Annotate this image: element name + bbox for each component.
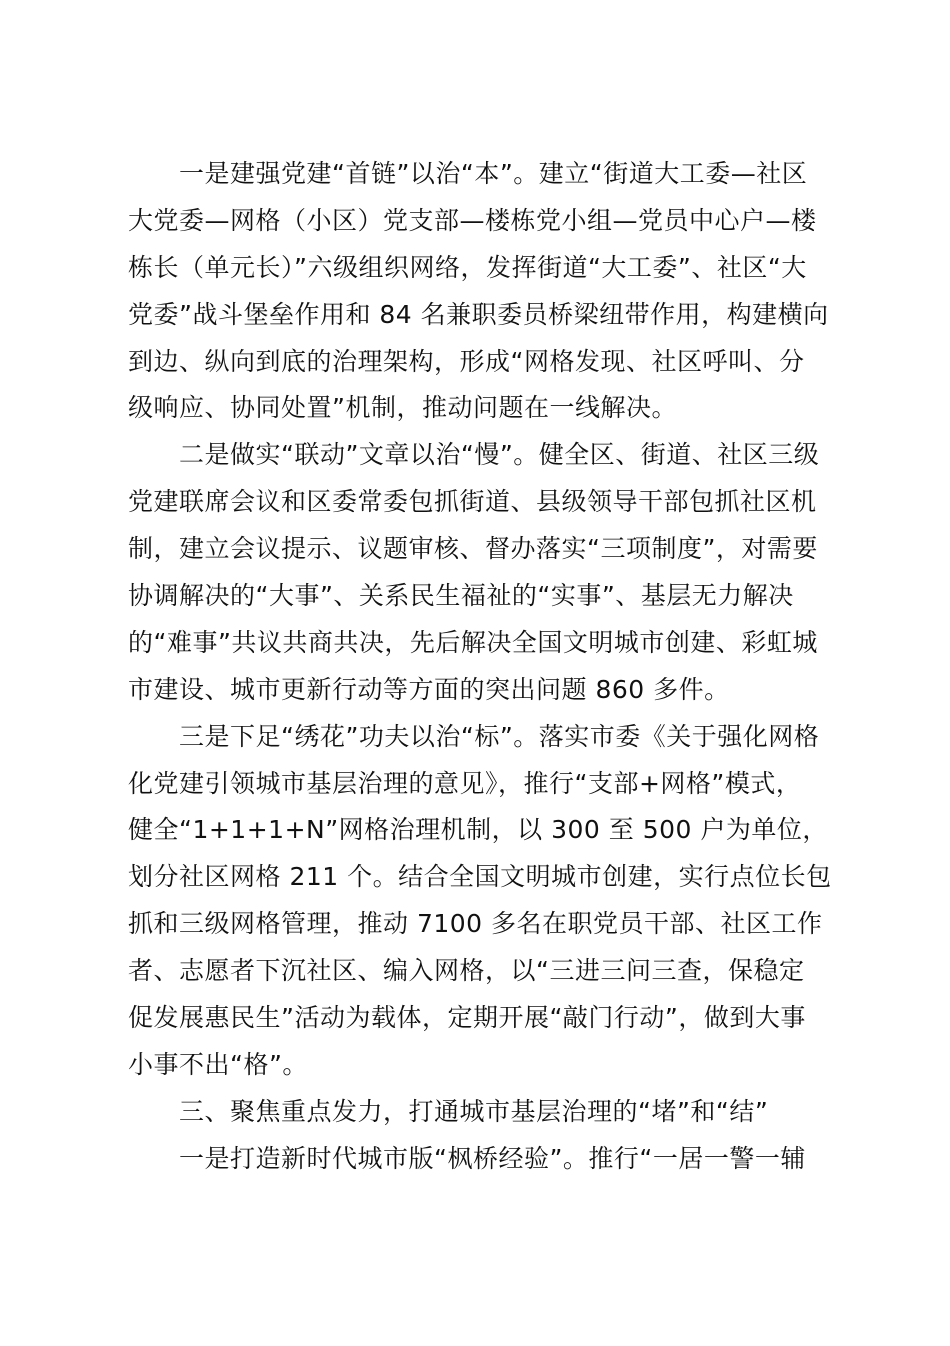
paragraph-1-line-6: 级响应、协同处置”机制，推动问题在一线解决。: [128, 393, 677, 423]
paragraph-2-line-6: 市建设、城市更新行动等方面的突出问题 860 多件。: [128, 674, 730, 704]
paragraph-3-line-3: 健全“1+1+1+N”网格治理机制，以 300 至 500 户为单位，: [128, 815, 828, 845]
paragraph-1-line-2: 大党委—网格（小区）党支部—楼栋党小组—党员中心户—楼: [128, 205, 817, 235]
paragraph-3-line-6: 者、志愿者下沉社区、编入网格，以“三进三问三查，保稳定: [128, 956, 805, 986]
paragraph-3-line-1: 三是下足“绣花”功夫以治“标”。落实市委《关于强化网格: [179, 721, 820, 751]
paragraph-3-line-2: 化党建引领城市基层治理的意见》，推行“支部+网格”模式，: [128, 768, 802, 798]
paragraph-1-line-1: 一是建强党建“首链”以治“本”。建立“街道大工委—社区: [179, 159, 808, 188]
paragraph-3-line-7: 促发展惠民生”活动为载体，定期开展“敲门行动”，做到大事: [128, 1003, 806, 1033]
paragraph-1-line-3: 栋长（单元长）”六级组织网络，发挥街道“大工委”、社区“大: [128, 252, 807, 282]
paragraph-3-line-4: 划分社区网格 211 个。结合全国文明城市创建，实行点位长包: [128, 862, 832, 892]
paragraph-2-line-2: 党建联席会议和区委常委包抓街道、县级领导干部包抓社区机: [128, 487, 817, 517]
paragraph-3-line-8: 小事不出“格”。: [128, 1049, 308, 1079]
paragraph-2-line-1: 二是做实“联动”文章以治“慢”。健全区、街道、社区三级: [179, 440, 820, 470]
paragraph-4-line-1: 一是打造新时代城市版“枫桥经验”。推行“一居一警一辅: [179, 1143, 806, 1173]
paragraph-1-line-4: 党委”战斗堡垒作用和 84 名兼职委员桥梁纽带作用，构建横向: [128, 299, 829, 329]
section-heading: 三、聚焦重点发力，打通城市基层治理的“堵”和“结”: [179, 1096, 769, 1126]
paragraph-2-line-5: 的“难事”共议共商共决，先后解决全国文明城市创建、彩虹城: [128, 627, 818, 657]
document-body: [128, 151, 832, 1183]
paragraph-2-line-3: 制，建立会议提示、议题审核、督办落实“三项制度”，对需要: [128, 534, 818, 564]
paragraph-3-line-5: 抓和三级网格管理，推动 7100 多名在职党员干部、社区工作: [128, 909, 823, 939]
paragraph-1-line-5: 到边、纵向到底的治理架构，形成“网格发现、社区呼叫、分: [128, 346, 805, 376]
paragraph-2-line-4: 协调解决的“大事”、关系民生福祉的“实事”、基层无力解决: [128, 581, 794, 611]
